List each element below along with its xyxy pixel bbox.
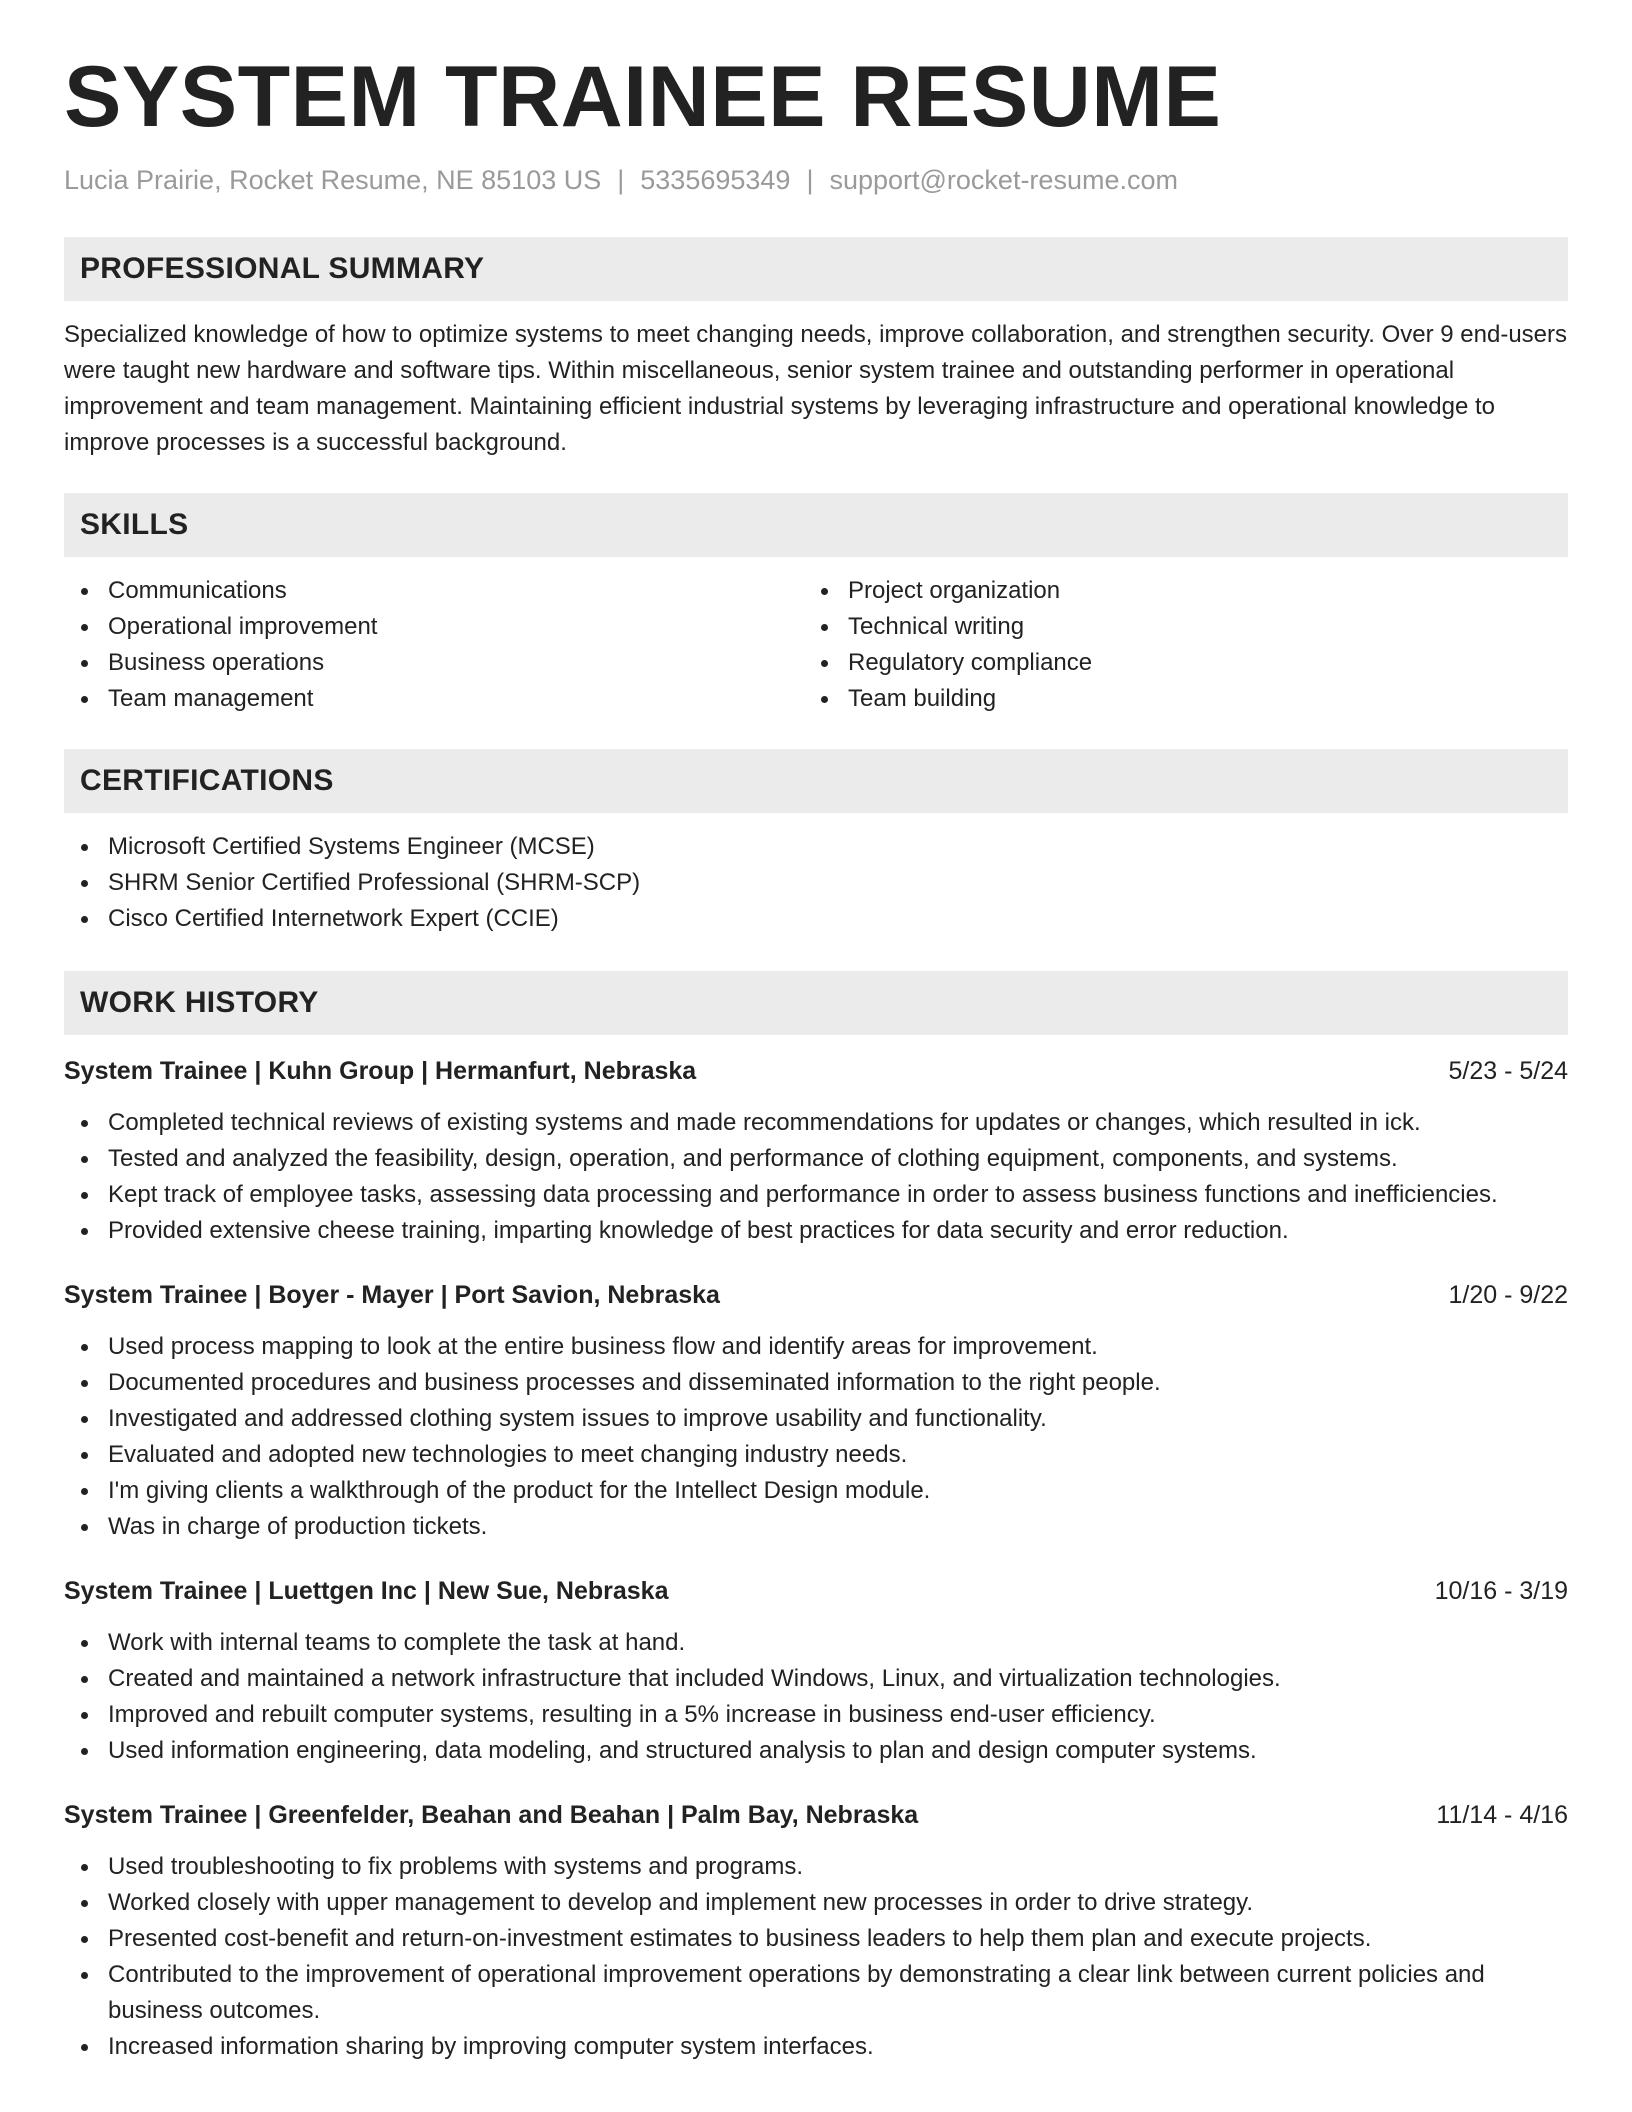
contact-address: Lucia Prairie, Rocket Resume, NE 85103 US [64, 165, 602, 196]
job-dates: 5/23 - 5/24 [1448, 1056, 1568, 1085]
section-header-certifications: CERTIFICATIONS [64, 749, 1568, 813]
job-header [64, 1799, 1568, 1831]
job-title: System Trainee | Luettgen Inc | New Sue, Nebraska [64, 1576, 669, 1605]
job-bullet: Kept track of employee tasks, assessing data processing and performance in order to assess business functions and inefficiencies. [64, 1177, 1568, 1213]
certification-item: Microsoft Certified Systems Engineer (MCSE) [64, 829, 1568, 865]
job-bullet: Evaluated and adopted new technologies to meet changing industry needs. [64, 1437, 1568, 1473]
skill-item: Team building [804, 681, 1544, 717]
skills-right-list [804, 573, 1544, 717]
contact-phone: 5335695349 [640, 165, 791, 196]
job-bullet: Contributed to the improvement of operational improvement operations by demonstrating a clear link between current policies and business outcomes. [64, 1957, 1568, 2029]
job-bullet: Investigated and addressed clothing system issues to improve usability and functionality. [64, 1401, 1568, 1437]
job-bullets [64, 1329, 1568, 1545]
job-bullets [64, 1625, 1568, 1769]
contact-line [64, 164, 1568, 196]
certification-item: Cisco Certified Internetwork Expert (CCIE) [64, 901, 1568, 937]
contact-email: support@rocket-resume.com [829, 165, 1178, 196]
skill-item: Project organization [804, 573, 1544, 609]
job-dates: 1/20 - 9/22 [1448, 1280, 1568, 1309]
job-entry [64, 1575, 1568, 1769]
job-dates: 11/14 - 4/16 [1436, 1800, 1568, 1829]
job-bullet: Created and maintained a network infrastructure that included Windows, Linux, and virtualization technologies. [64, 1661, 1568, 1697]
job-bullet: Work with internal teams to complete the task at hand. [64, 1625, 1568, 1661]
contact-separator: | [617, 165, 625, 196]
job-header [64, 1575, 1568, 1607]
job-bullets [64, 1105, 1568, 1249]
skill-item: Regulatory compliance [804, 645, 1544, 681]
skill-item: Technical writing [804, 609, 1544, 645]
job-dates: 10/16 - 3/19 [1434, 1576, 1568, 1605]
certification-item: SHRM Senior Certified Professional (SHRM-SCP) [64, 865, 1568, 901]
job-header [64, 1279, 1568, 1311]
job-bullet: Tested and analyzed the feasibility, design, operation, and performance of clothing equipment, components, and systems. [64, 1141, 1568, 1177]
job-bullet: Provided extensive cheese training, imparting knowledge of best practices for data security and error reduction. [64, 1213, 1568, 1249]
skill-item: Business operations [64, 645, 804, 681]
job-title: System Trainee | Kuhn Group | Hermanfurt, Nebraska [64, 1056, 697, 1085]
section-header-skills: SKILLS [64, 493, 1568, 557]
job-bullet: Used troubleshooting to fix problems with systems and programs. [64, 1849, 1568, 1885]
skill-item: Communications [64, 573, 804, 609]
resume-title: SYSTEM TRAINEE RESUME [64, 49, 1222, 145]
job-bullet: I'm giving clients a walkthrough of the product for the Intellect Design module. [64, 1473, 1568, 1509]
job-bullets [64, 1849, 1568, 2065]
job-bullet: Worked closely with upper management to develop and implement new processes in order to drive strategy. [64, 1885, 1568, 1921]
summary-text: Specialized knowledge of how to optimize systems to meet changing needs, improve collaboration, and strengthen security. Over 9 end-users were taught new hardware and software tips. Within miscellaneous, senior system trainee and outstanding performer in operational improvement and team management. Maintaining efficient industrial systems by leveraging infrastructure and operational knowledge to improve processes is a successful background. [64, 320, 1568, 456]
job-entry [64, 1055, 1568, 1249]
skills-left-list [64, 573, 804, 717]
certifications-list [64, 829, 1568, 937]
job-bullet: Was in charge of production tickets. [64, 1509, 1568, 1545]
section-header-summary: PROFESSIONAL SUMMARY [64, 237, 1568, 301]
skill-item: Operational improvement [64, 609, 804, 645]
job-title: System Trainee | Boyer - Mayer | Port Savion, Nebraska [64, 1280, 720, 1309]
job-title: System Trainee | Greenfelder, Beahan and Beahan | Palm Bay, Nebraska [64, 1800, 919, 1829]
contact-separator: | [806, 165, 814, 196]
skill-item: Team management [64, 681, 804, 717]
job-entry [64, 1799, 1568, 2065]
section-header-work-history: WORK HISTORY [64, 971, 1568, 1035]
job-bullet: Increased information sharing by improving computer system interfaces. [64, 2029, 1568, 2065]
job-bullet: Presented cost-benefit and return-on-investment estimates to business leaders to help them plan and execute projects. [64, 1921, 1568, 1957]
job-header [64, 1055, 1568, 1087]
job-entry [64, 1279, 1568, 1545]
skills-grid [64, 573, 1568, 717]
job-bullet: Used process mapping to look at the entire business flow and identify areas for improvement. [64, 1329, 1568, 1365]
job-bullet: Documented procedures and business processes and disseminated information to the right people. [64, 1365, 1568, 1401]
job-bullet: Used information engineering, data modeling, and structured analysis to plan and design computer systems. [64, 1733, 1568, 1769]
job-bullet: Improved and rebuilt computer systems, resulting in a 5% increase in business end-user efficiency. [64, 1697, 1568, 1733]
job-bullet: Completed technical reviews of existing systems and made recommendations for updates or changes, which resulted in ick. [64, 1105, 1568, 1141]
